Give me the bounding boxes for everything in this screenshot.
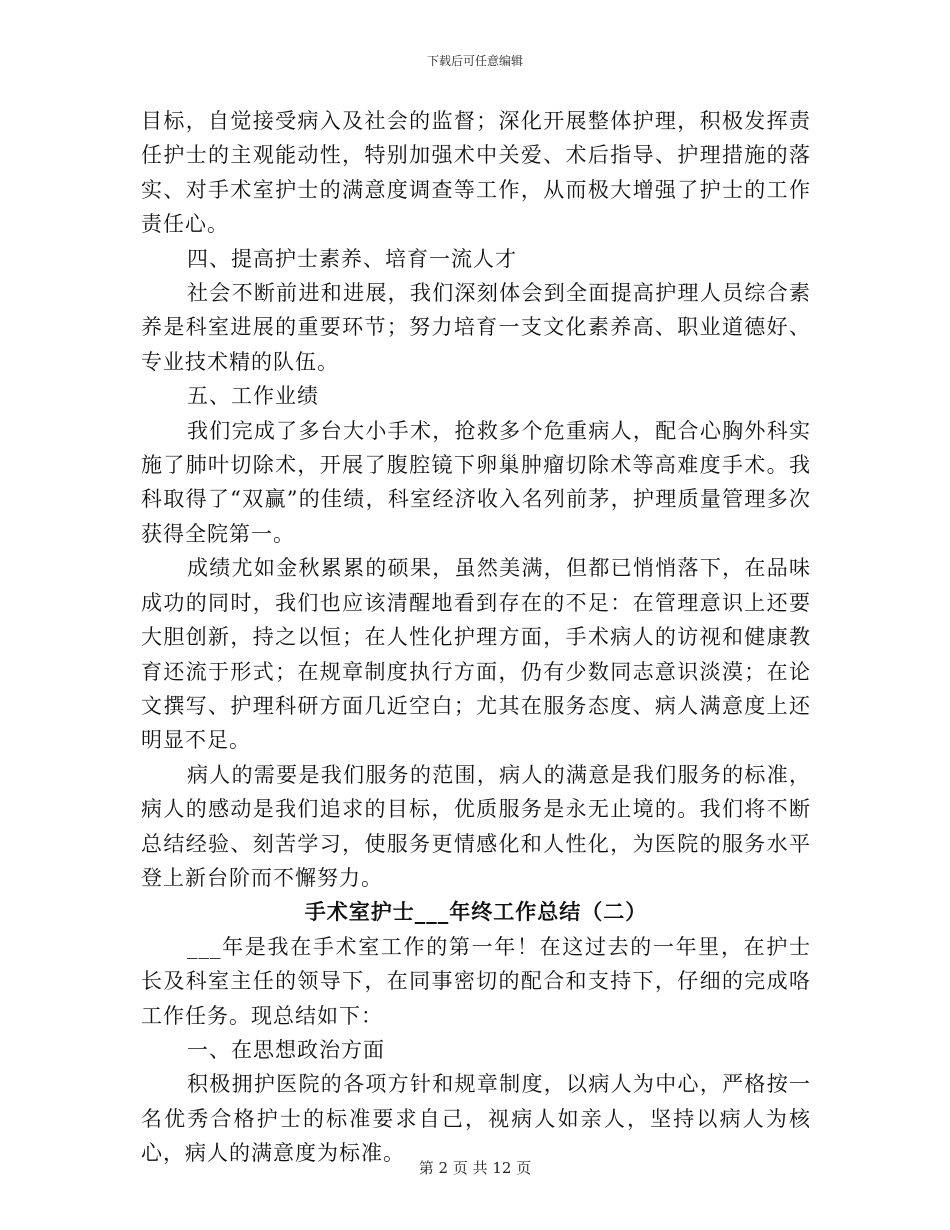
section-heading-1: 一、在思想政治方面: [187, 1037, 385, 1062]
paragraph: 我们完成了多台大小手术，抢救多个危重病人，配合心胸外科实施了肺叶切除术，开展了腹腔镜下卵巢肿瘤切除术等高难度手术。我科取得了“双赢”的佳绩，科室经济收入名列前茅，护理质量管理多次获得全院第一。: [141, 418, 811, 546]
document-title: 手术室护士___年终工作总结（二）: [304, 900, 648, 925]
paragraph: 成绩尤如金秋累累的硕果，虽然美满，但都已悄悄落下，在品味成功的同时，我们也应该清醒地看到存在的不足：在管理意识上还要大胆创新，持之以恒；在人性化护理方面，手术病人的访视和健康教育还流于形式；在规章制度执行方面，仍有少数同志意识淡漠；在论文撰写、护理科研方面几近空白；尤其在服务态度、病人满意度上还明显不足。: [141, 556, 811, 753]
page-header: 下载后可任意编辑: [426, 54, 523, 68]
paragraph: 积极拥护医院的各项方针和规章制度，以病人为中心，严格按一名优秀合格护士的标准要求自己，视病人如亲人，坚持以病人为核心，病人的满意度为标准。: [141, 1072, 811, 1166]
page-footer: 第 2 页 共 12 页: [418, 1159, 532, 1177]
paragraph: ___年是我在手术室工作的第一年！在这过去的一年里，在护士长及科室主任的领导下，在同事密切的配合和支持下，仔细的完成咯工作任务。现总结如下：: [141, 934, 811, 1028]
section-heading-4: 四、提高护士素养、培育一流人才: [187, 246, 517, 271]
section-heading-5: 五、工作业绩: [187, 384, 319, 409]
page-body: [141, 104, 811, 1171]
paragraph-continued: 目标，自觉接受病入及社会的监督；深化开展整体护理，积极发挥责任护士的主观能动性，特别加强术中关爱、术后指导、护理措施的落实、对手术室护士的满意度调查等工作，从而极大增强了护士的工作责任心。: [141, 109, 811, 237]
paragraph: 社会不断前进和进展，我们深刻体会到全面提高护理人员综合素养是科室进展的重要环节；努力培育一支文化素养高、职业道德好、专业技术精的队伍。: [141, 281, 811, 374]
paragraph: 病人的需要是我们服务的范围，病人的满意是我们服务的标准，病人的感动是我们追求的目标，优质服务是永无止境的。我们将不断总结经验、刻苦学习，使服务更情感化和人性化，为医院的服务水平登上新台阶而不懈努力。: [141, 762, 811, 890]
